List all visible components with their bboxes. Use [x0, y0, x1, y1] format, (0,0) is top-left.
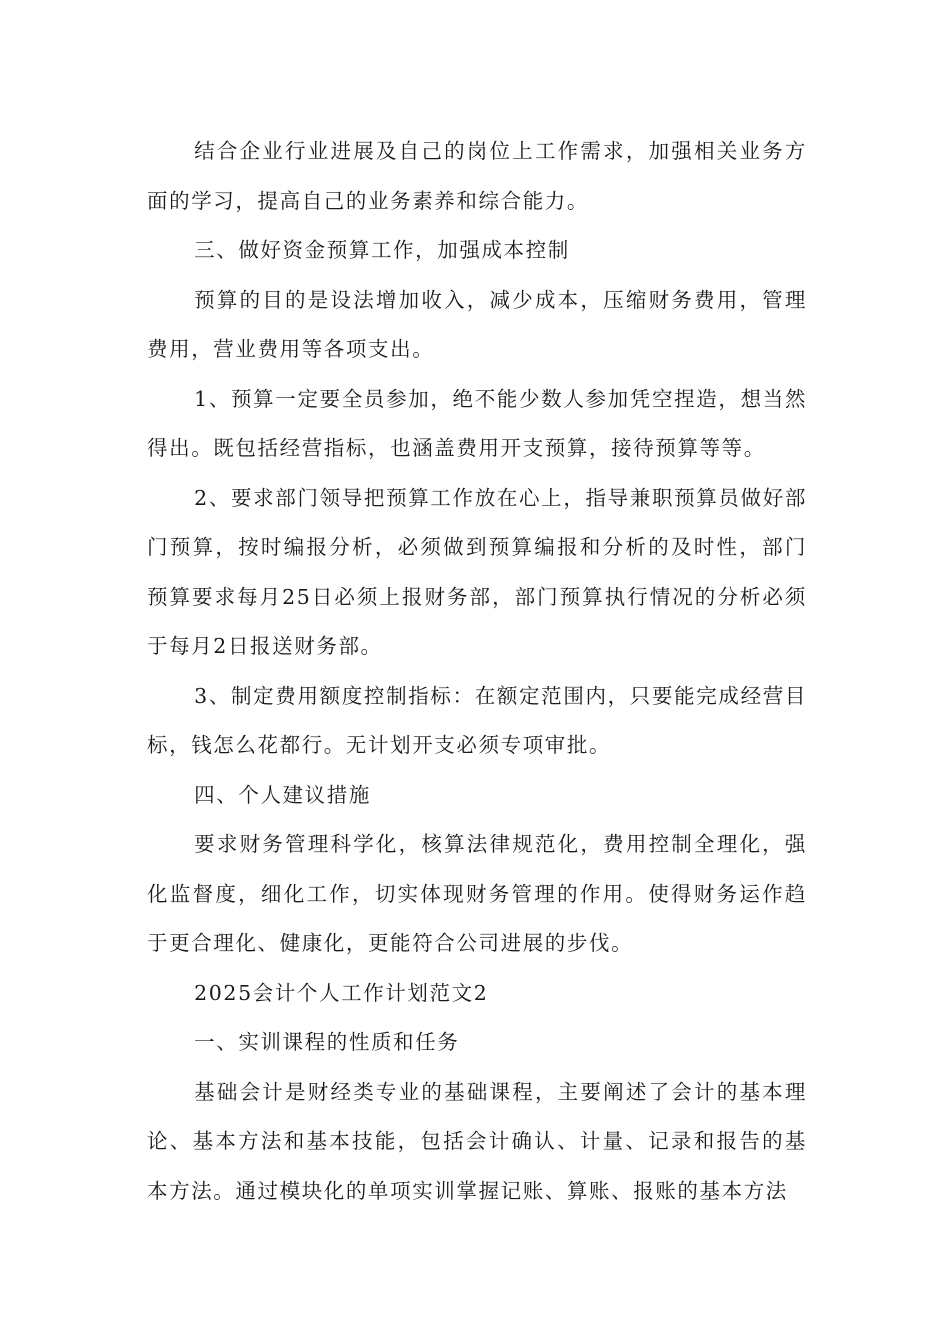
- section-heading: 一、实训课程的性质和任务: [194, 1030, 460, 1054]
- paragraph: 结合企业行业进展及自己的岗位上工作需求，加强相关业务方面的学习，提高自己的业务素养和综合能力。: [147, 139, 807, 213]
- paragraph: 预算的目的是设法增加收入，减少成本，压缩财务费用，管理费用，营业费用等各项支出。: [147, 287, 807, 361]
- document-body: [147, 127, 807, 1216]
- list-item: 3、制定费用额度控制指标：在额定范围内，只要能完成经营目标，钱怎么花都行。无计划开支必须专项审批。: [147, 683, 807, 757]
- list-item: 2、要求部门领导把预算工作放在心上，指导兼职预算员做好部门预算，按时编报分析，必须做到预算编报和分析的及时性，部门预算要求每月25日必须上报财务部，部门预算执行情况的分析必须于每月2日报送财务部。: [147, 485, 807, 658]
- list-item: 1、预算一定要全员参加，绝不能少数人参加凭空捏造，想当然得出。既包括经营指标，也涵盖费用开支预算，接待预算等等。: [147, 386, 807, 460]
- section-heading: 四、个人建议措施: [194, 782, 371, 807]
- section-heading: 三、做好资金预算工作，加强成本控制: [194, 238, 570, 262]
- document-title: 2025会计个人工作计划范文2: [194, 980, 489, 1005]
- paragraph: 基础会计是财经类专业的基础课程，主要阐述了会计的基本理论、基本方法和基本技能，包括会计确认、计量、记录和报告的基本方法。通过模块化的单项实训掌握记账、算账、报账的基本方法: [147, 1079, 807, 1203]
- paragraph: 要求财务管理科学化，核算法律规范化，费用控制全理化，强化监督度，细化工作，切实体现财务管理的作用。使得财务运作趋于更合理化、健康化，更能符合公司进展的步伐。: [147, 832, 807, 955]
